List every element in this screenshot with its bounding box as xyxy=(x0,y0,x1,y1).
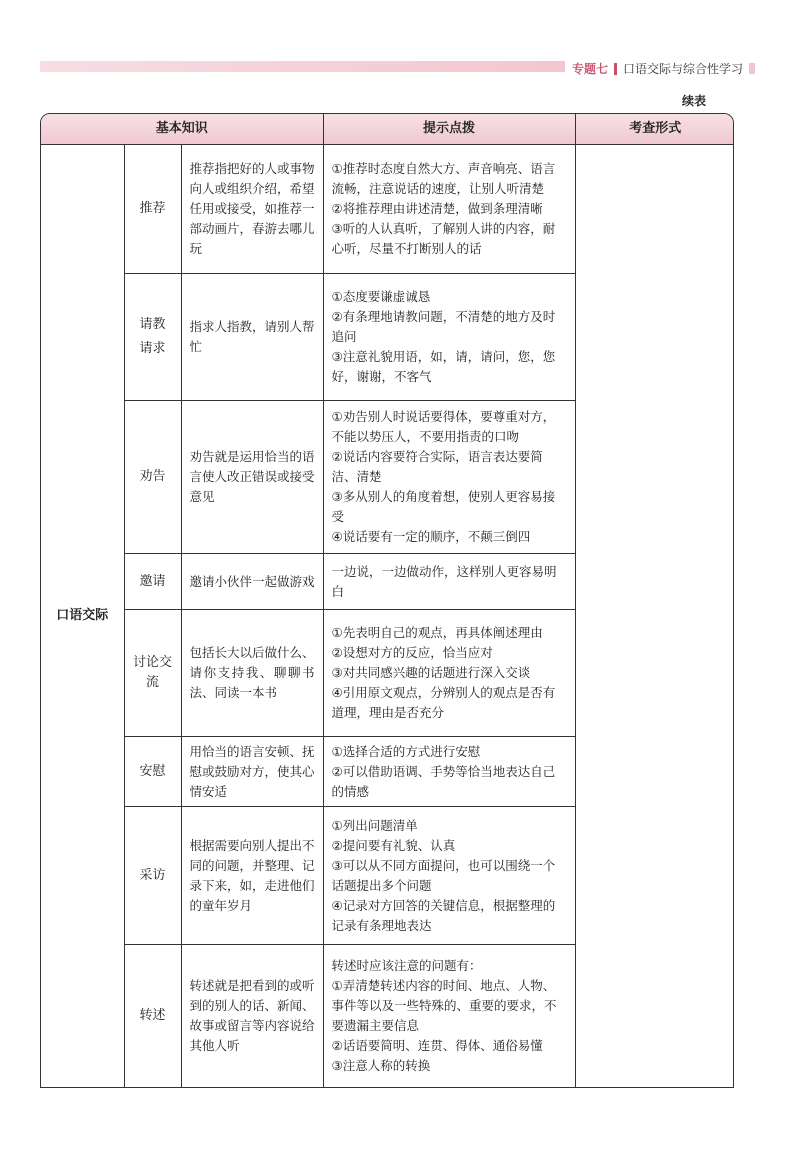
tips-cell xyxy=(323,610,575,737)
knowledge-table-grid xyxy=(41,114,734,1088)
tip-item: ①列出问题清单 xyxy=(331,817,418,833)
tip-item: ③对共同感兴趣的话题进行深入交谈 xyxy=(331,665,531,680)
header-decor-tail xyxy=(749,63,755,74)
tips-cell xyxy=(323,274,575,401)
topic-name-text: 安慰 xyxy=(139,763,166,779)
tip-item: ②有条理地请教问题，不清楚的地方及时追问 xyxy=(331,309,556,344)
topic-name-text: 劝告 xyxy=(139,469,166,484)
category-cell: 口语交际 xyxy=(41,145,124,1088)
running-header xyxy=(572,60,755,77)
col-header-tips: 提示点拨 xyxy=(323,114,575,145)
definition-cell: 包括长大以后做什么、请你支持我、聊聊书法、同读一本书 xyxy=(181,610,323,737)
tip-item: ②提问要有礼貌、认真 xyxy=(331,837,456,853)
topic-name-cell xyxy=(124,554,181,610)
topic-name-cell xyxy=(124,807,181,945)
tip-item: ①弄清楚转述内容的时间、地点、人物、事件等以及一些特殊的、重要的要求，不要遗漏主要信息 xyxy=(331,978,557,1034)
tip-item: ④引用原文观点，分辨别人的观点是否有道理，理由是否充分 xyxy=(331,685,556,720)
tip-item: ①选择合适的方式进行安慰 xyxy=(331,743,481,759)
tip-item: ③听的人认真听，了解别人讲的内容，耐心听，尽量不打断别人的话 xyxy=(331,221,556,256)
topic-name-text: 请求 xyxy=(139,341,166,356)
definition-cell: 用恰当的语言安顿、抚慰或鼓励对方，使其心情安适 xyxy=(181,737,323,807)
topic-name-text: 转述 xyxy=(139,1008,166,1024)
tips-cell xyxy=(323,737,575,807)
col-header-exam-form: 考查形式 xyxy=(575,114,734,145)
tips-cell xyxy=(323,807,575,945)
header-separator xyxy=(614,63,617,75)
tip-item: 一边说，一边做动作，这样别人更容易明白 xyxy=(331,563,557,599)
table-body xyxy=(41,145,734,1088)
tips-cell xyxy=(323,401,575,554)
tips-cell xyxy=(323,145,575,274)
table-row xyxy=(41,145,734,274)
tip-item: ②可以借助语调、手势等恰当地表达自己的情感 xyxy=(331,763,556,799)
tip-item: ②说话内容要符合实际，语言表达要简洁、清楚 xyxy=(331,449,543,484)
topic-name-cell xyxy=(124,274,181,401)
tip-item: ②话语要简明、连贯、得体、通俗易懂 xyxy=(331,1038,543,1054)
topic-name-cell xyxy=(124,610,181,737)
definition-cell: 劝告就是运用恰当的语言使人改正错误或接受意见 xyxy=(181,401,323,554)
tip-item: ①推荐时态度自然大方、声音响亮、语言流畅，注意说话的速度，让别人听清楚 xyxy=(331,161,556,196)
tip-item: ①劝告别人时说话要得体，要尊重对方，不能以势压人，不要用指责的口吻 xyxy=(331,409,556,444)
definition-cell: 根据需要向别人提出不同的问题，并整理、记录下来，如，走进他们的童年岁月 xyxy=(181,807,323,945)
topic-name-cell xyxy=(124,401,181,554)
tips-cell xyxy=(323,945,575,1088)
topic-name-text: 请教 xyxy=(139,317,166,332)
definition-cell: 邀请小伙伴一起做游戏 xyxy=(181,554,323,610)
header-topic: 专题七 xyxy=(572,62,609,76)
topic-name-text: 采访 xyxy=(139,867,166,883)
tip-item: ②将推荐理由讲述清楚，做到条理清晰 xyxy=(331,201,543,216)
continued-label: 续表 xyxy=(682,94,707,108)
topic-name-cell xyxy=(124,145,181,274)
topic-name-text: 推荐 xyxy=(139,201,166,216)
definition-cell: 推荐指把好的人或事物向人或组织介绍，希望任用或接受，如推荐一部动画片，春游去哪儿玩 xyxy=(181,145,323,274)
tips-cell xyxy=(323,554,575,610)
tip-item: ④记录对方回答的关键信息，根据整理的记录有条理地表达 xyxy=(331,897,556,933)
tip-item: 转述时应该注意的问题有： xyxy=(331,958,482,974)
tip-item: ②设想对方的反应，恰当应对 xyxy=(331,645,493,660)
definition-cell: 转述就是把看到的或听到的别人的话、新闻、故事或留言等内容说给其他人听 xyxy=(181,945,323,1088)
col-header-basic-knowledge: 基本知识 xyxy=(41,114,323,145)
topic-name-text: 邀请 xyxy=(139,573,166,589)
topic-name-cell xyxy=(124,945,181,1088)
tip-item: ③可以从不同方面提问，也可以围绕一个话题提出多个问题 xyxy=(331,857,556,893)
tip-item: ③注意礼貌用语，如，请，请问，您，您好，谢谢，不客气 xyxy=(331,349,556,384)
table-header-row xyxy=(41,114,734,145)
tip-item: ①先表明自己的观点，再具体阐述理由 xyxy=(331,625,543,640)
tip-item: ④说话要有一定的顺序，不颠三倒四 xyxy=(331,529,531,544)
exam-form-cell xyxy=(575,145,734,1088)
header-decor-bar xyxy=(40,61,565,72)
knowledge-table xyxy=(40,113,734,1088)
topic-name-text: 讨论交流 xyxy=(132,655,172,690)
header-title: 口语交际与综合性学习 xyxy=(623,62,744,76)
topic-name-cell xyxy=(124,737,181,807)
tip-item: ③注意人称的转换 xyxy=(331,1058,431,1074)
tip-item: ③多从别人的角度着想，使别人更容易接受 xyxy=(331,489,556,524)
definition-cell: 指求人指教，请别人帮忙 xyxy=(181,274,323,401)
tip-item: ①态度要谦虚诚恳 xyxy=(331,289,431,304)
